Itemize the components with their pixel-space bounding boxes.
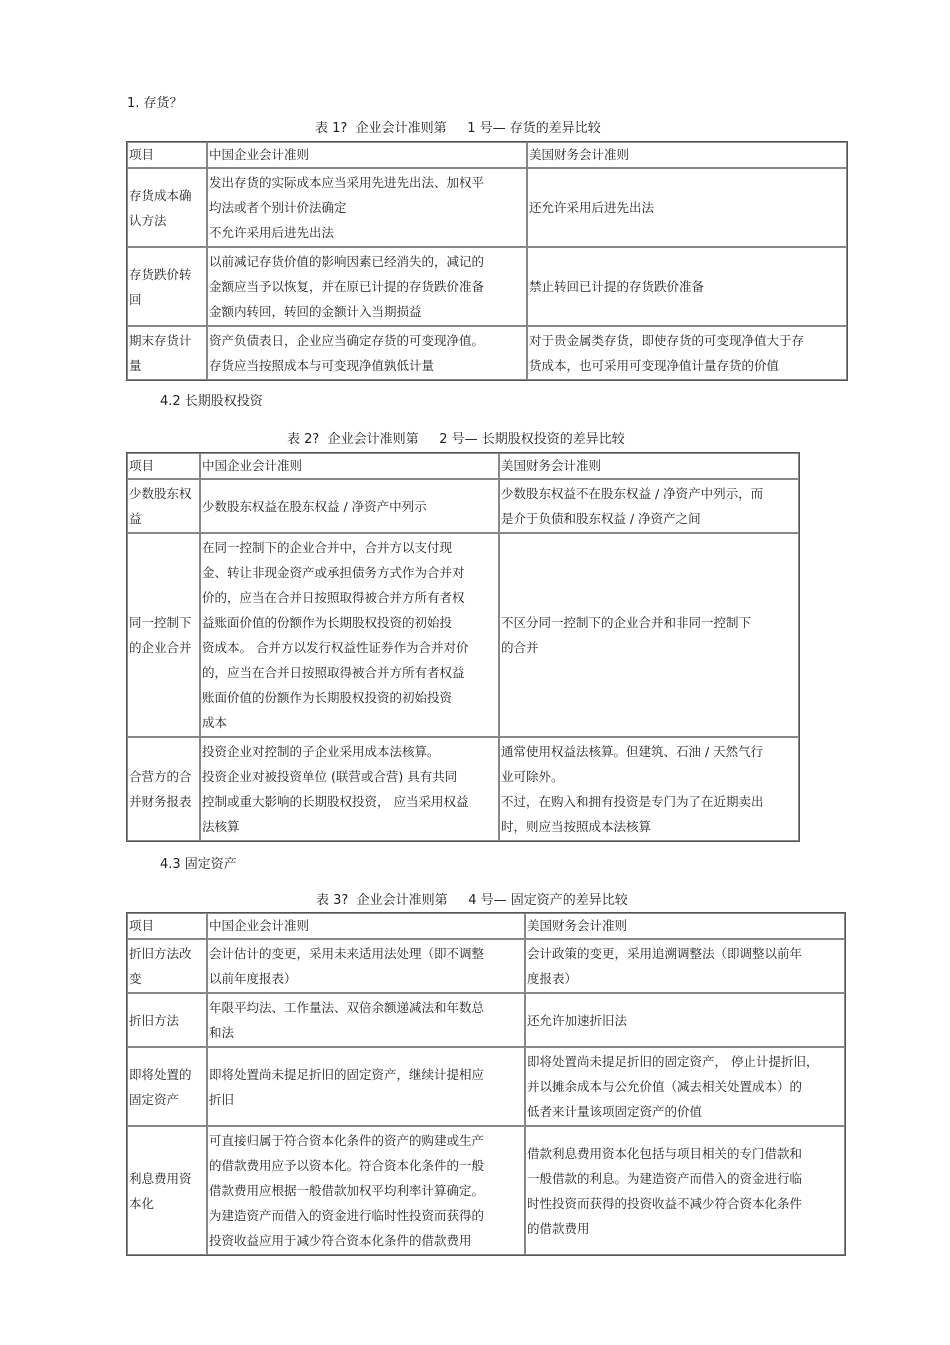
comparison-table-1 [126,141,848,381]
table-caption-1: 表 1? 企业会计准则第 1 号— 存货的差异比较 [315,121,601,136]
header-us: 美国财务会计准则 [525,913,845,939]
header-china: 中国企业会计准则 [200,453,499,479]
row-item: 期末存货计 量 [127,326,207,380]
header-item: 项目 [127,453,200,479]
table-row [127,168,847,247]
table-row [127,479,799,533]
comparison-table-2 [126,452,800,842]
table-header-row [127,913,845,939]
row-china: 投资企业对控制的子企业采用成本法核算。 投资企业对被投资单位 (联营或合营) 具有共同 控制或重大影响的长期股权投资， 应当采用权益 法核算 [200,737,499,841]
row-us: 通常使用权益法核算。但建筑、石油 / 天然气行 业可除外。 不过，在购入和拥有投资是专门为了在近期卖出 时，则应当按照成本法核算 [499,737,799,841]
table-caption-2: 表 2? 企业会计准则第 2 号— 长期股权投资的差异比较 [287,432,625,447]
header-item: 项目 [127,142,207,168]
table-row [127,247,847,326]
row-us: 还允许加速折旧法 [525,993,845,1047]
row-china: 年限平均法、工作量法、双倍余额递减法和年数总 和法 [207,993,525,1047]
section-heading-2: 4.2 长期股权投资 [160,394,263,409]
row-china: 可直接归属于符合资本化条件的资产的购建或生产 的借款费用应予以资本化。符合资本化条件的一般 借款费用应根据一般借款加权平均利率计算确定。 为建造资产而借入的资金进行临时性投资而获得的 投资收益应用于减少符合资本化条件的借款费用 [207,1126,525,1255]
section-heading-1: 1. 存货？ [127,96,183,111]
section-heading-3: 4.3 固定资产 [160,857,237,872]
row-china: 少数股东权益在股东权益 / 净资产中列示 [200,479,499,533]
row-china: 即将处置尚未提足折旧的固定资产，继续计提相应 折旧 [207,1047,525,1126]
comparison-table-3 [126,912,846,1256]
table-row [127,1126,845,1255]
row-china: 在同一控制下的企业合并中，合并方以支付现 金、转让非现金资产或承担债务方式作为合并对 价的，应当在合并日按照取得被合并方所有者权 益账面价值的份额作为长期股权投资的初始投 资成本。 合并方以发行权益性证券作为合并对价 的，应当在合并日按照取得被合并方所有者权益 账面价值的份额作为长期股权投资的初始投资 成本 [200,533,499,737]
row-china: 以前减记存货价值的影响因素已经消失的，减记的 金额应当予以恢复，并在原已计提的存货跌价准备 金额内转回，转回的金额计入当期损益 [207,247,527,326]
row-china: 发出存货的实际成本应当采用先进先出法、加权平 均法或者个别计价法确定 不允许采用后进先出法 [207,168,527,247]
header-us: 美国财务会计准则 [527,142,847,168]
table-row [127,533,799,737]
table-row [127,993,845,1047]
row-us: 少数股东权益不在股东权益 / 净资产中列示，而 是介于负债和股东权益 / 净资产之间 [499,479,799,533]
row-us: 还允许采用后进先出法 [527,168,847,247]
row-us: 不区分同一控制下的企业合并和非同一控制下 的合并 [499,533,799,737]
header-us: 美国财务会计准则 [499,453,799,479]
row-us: 即将处置尚未提足折旧的固定资产， 停止计提折旧， 并以摊余成本与公允价值（减去相关处置成本）的 低者来计量该项固定资产的价值 [525,1047,845,1126]
row-item: 存货成本确 认方法 [127,168,207,247]
table-header-row [127,453,799,479]
header-china: 中国企业会计准则 [207,142,527,168]
table-row [127,1047,845,1126]
table-row [127,737,799,841]
row-china: 会计估计的变更，采用未来适用法处理（即不调整 以前年度报表） [207,939,525,993]
row-item: 折旧方法 [127,993,207,1047]
row-item: 合营方的合 并财务报表 [127,737,200,841]
table-caption-3: 表 3? 企业会计准则第 4 号— 固定资产的差异比较 [316,893,628,908]
header-china: 中国企业会计准则 [207,913,525,939]
row-us: 会计政策的变更，采用追溯调整法（即调整以前年 度报表） [525,939,845,993]
row-item: 少数股东权 益 [127,479,200,533]
row-item: 同一控制下 的企业合并 [127,533,200,737]
row-item: 利息费用资 本化 [127,1126,207,1255]
row-china: 资产负债表日，企业应当确定存货的可变现净值。 存货应当按照成本与可变现净值孰低计量 [207,326,527,380]
row-item: 存货跌价转 回 [127,247,207,326]
row-item: 折旧方法改 变 [127,939,207,993]
row-item: 即将处置的 固定资产 [127,1047,207,1126]
table-row [127,326,847,380]
table-row [127,939,845,993]
row-us: 禁止转回已计提的存货跌价准备 [527,247,847,326]
row-us: 对于贵金属类存货，即使存货的可变现净值大于存 货成本，也可采用可变现净值计量存货的价值 [527,326,847,380]
table-header-row [127,142,847,168]
header-item: 项目 [127,913,207,939]
row-us: 借款利息费用资本化包括与项目相关的专门借款和 一般借款的利息。为建造资产而借入的资金进行临 时性投资而获得的投资收益不减少符合资本化条件 的借款费用 [525,1126,845,1255]
